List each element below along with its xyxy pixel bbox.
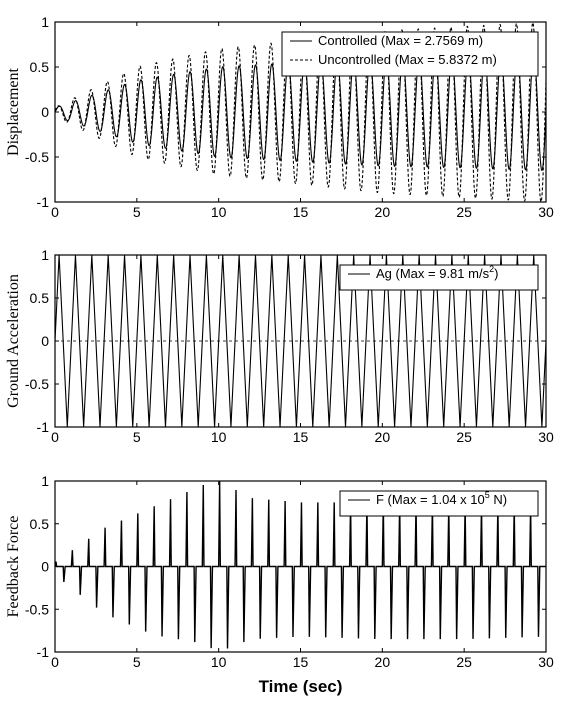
x-tick-label: 10 <box>210 429 227 445</box>
y-tick-label: 0 <box>41 333 49 349</box>
y-tick-label: 1 <box>41 14 49 30</box>
legend-label: F (Max = 1.04 x $10^5$ N) <box>376 490 508 507</box>
legend <box>340 490 538 516</box>
y-tick-label: -0.5 <box>24 149 49 165</box>
legend-label: Controlled (Max = 2.7569 m) <box>318 33 484 48</box>
y-tick-label: 0.5 <box>29 290 49 306</box>
chart-panel-3 <box>5 473 554 696</box>
x-tick-label: 30 <box>538 429 554 445</box>
x-tick-label: 0 <box>51 429 59 445</box>
x-tick-label: 15 <box>292 204 309 220</box>
y-tick-label: 0 <box>41 558 49 575</box>
x-tick-label: 25 <box>456 429 472 445</box>
y-tick-label: 0.5 <box>29 515 49 532</box>
y-tick-label: -1 <box>36 194 49 210</box>
x-tick-label: 25 <box>456 204 472 220</box>
legend-label: Uncontrolled (Max = 5.8372 m) <box>318 52 497 67</box>
y-tick-label: 0 <box>41 104 49 120</box>
x-tick-label: 30 <box>538 204 554 220</box>
x-tick-label: 5 <box>132 204 141 220</box>
x-tick-label: 25 <box>456 654 472 670</box>
x-tick-label: 15 <box>292 429 309 445</box>
y-tick-label: 1 <box>41 473 49 489</box>
x-tick-label: 5 <box>132 429 141 445</box>
x-tick-label: 0 <box>51 654 59 670</box>
y-tick-label: -1 <box>36 419 49 435</box>
legend <box>340 264 538 290</box>
y-tick-label: 0.5 <box>29 59 49 75</box>
x-tick-label: 5 <box>132 654 141 670</box>
legend <box>282 32 538 76</box>
x-axis-label: Time (sec) <box>258 677 343 696</box>
x-tick-label: 15 <box>292 654 309 670</box>
x-tick-label: 30 <box>538 654 554 670</box>
x-tick-label: 20 <box>374 204 391 220</box>
y-tick-label: -0.5 <box>24 376 49 392</box>
chart-panel-1 <box>5 14 554 220</box>
x-tick-label: 10 <box>210 654 227 670</box>
y-tick-label: 1 <box>41 247 49 263</box>
x-tick-label: 0 <box>51 204 59 220</box>
y-axis-label: Ground Acceleration <box>5 274 22 408</box>
y-axis-label: Feedback Force <box>5 515 22 618</box>
x-tick-label: 20 <box>374 429 391 445</box>
legend-label: Ag (Max = 9.81 $m/s^2$) <box>376 264 499 281</box>
x-tick-label: 10 <box>210 204 227 220</box>
y-axis-label: Displacement <box>5 68 22 156</box>
x-tick-label: 20 <box>374 654 391 670</box>
y-tick-label: -0.5 <box>24 601 49 618</box>
chart-panel-2 <box>5 247 554 445</box>
y-tick-label: -1 <box>36 644 49 660</box>
